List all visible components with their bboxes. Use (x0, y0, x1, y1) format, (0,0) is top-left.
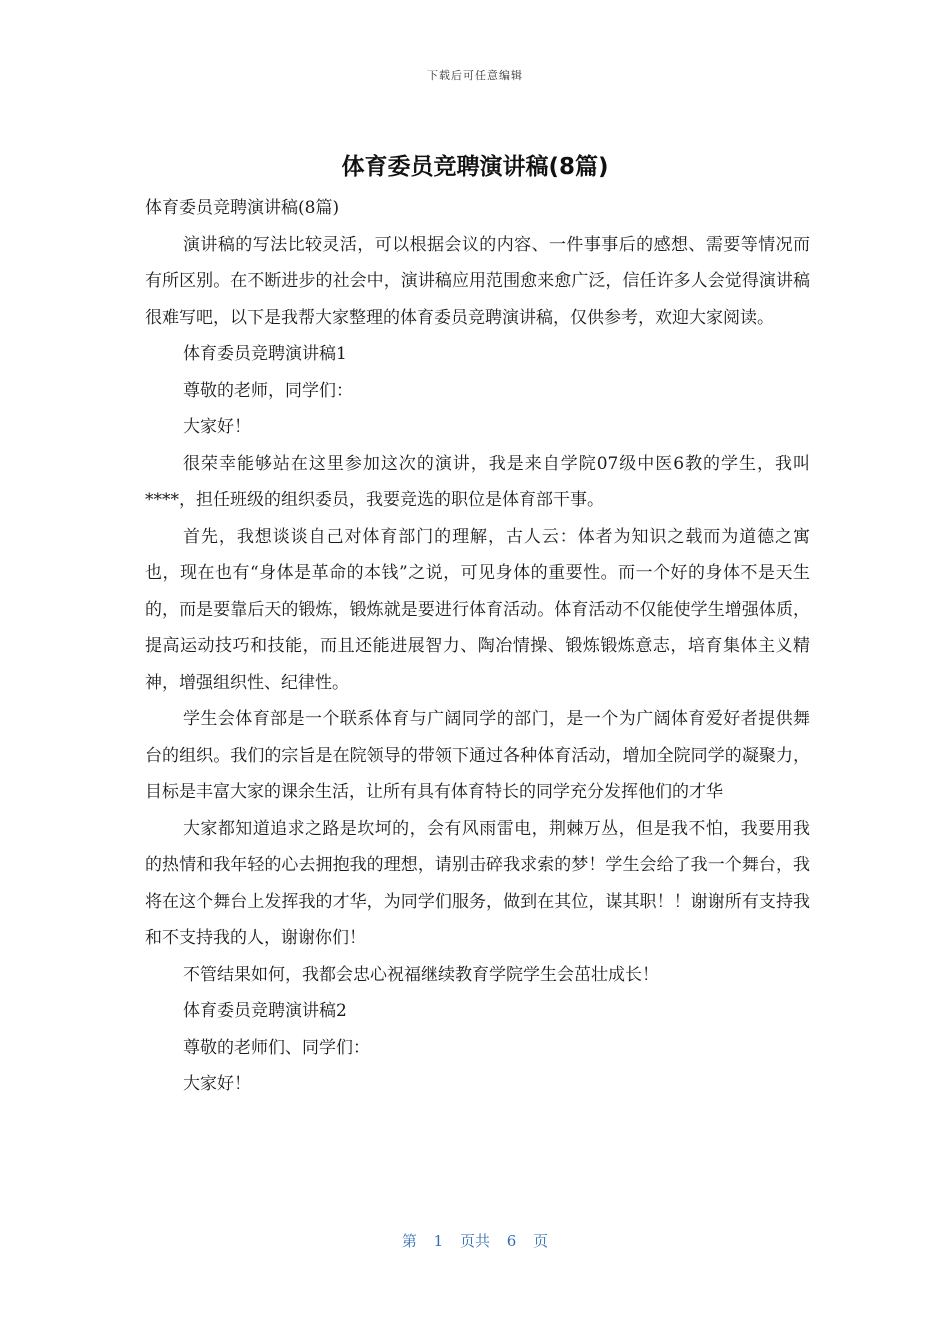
header-note: 下载后可任意编辑 (427, 69, 523, 82)
paragraph: 很荣幸能够站在这里参加这次的演讲，我是来自学院07级中医6教的学生，我叫****，担任班级的组织委员，我要竞选的职位是体育部干事。 (145, 453, 810, 510)
paragraph: 尊敬的老师，同学们： (183, 380, 353, 401)
paragraph: 学生会体育部是一个联系体育与广阔同学的部门，是一个为广阔体育爱好者提供舞台的组织。我们的宗旨是在院领导的带领下通过各种体育活动，增加全院同学的凝聚力，目标是丰富大家的课余生活，让所有具有体育特长的同学充分发挥他们的才华 (145, 709, 810, 802)
paragraph: 体育委员竞聘演讲稿(8篇) (145, 198, 340, 218)
paragraph: 体育委员竞聘演讲稿1 (183, 344, 347, 364)
document-body (145, 190, 810, 1103)
page-footer: 第 1 页共 6 页 (401, 1232, 549, 1250)
paragraph: 大家好！ (183, 1074, 251, 1094)
paragraph: 不管结果如何，我都会忠心祝福继续教育学院学生会茁壮成长！ (183, 964, 659, 985)
document-title: 体育委员竞聘演讲稿(8篇) (341, 154, 609, 180)
paragraph: 尊敬的老师们、同学们： (183, 1037, 370, 1058)
paragraph: 首先，我想谈谈自己对体育部门的理解，古人云：体者为知识之载而为道德之寓也，现在也有“身体是革命的本钱”之说，可见身体的重要性。而一个好的身体不是天生的，而是要靠后天的锻炼，锻炼就是要进行体育活动。体育活动不仅能使学生增强体质，提高运动技巧和技能，而且还能进展智力、陶冶情操、锻炼锻炼意志，培育集体主义精神，增强组织性、纪律性。 (145, 526, 810, 693)
paragraph: 演讲稿的写法比较灵活，可以根据会议的内容、一件事事后的感想、需要等情况而有所区别。在不断进步的社会中，演讲稿应用范围愈来愈广泛，信任许多人会觉得演讲稿很难写吧，以下是我帮大家整理的体育委员竞聘演讲稿，仅供参考，欢迎大家阅读。 (145, 234, 810, 328)
paragraph: 体育委员竞聘演讲稿2 (183, 1001, 347, 1021)
paragraph: 大家好！ (183, 417, 251, 437)
paragraph: 大家都知道追求之路是坎坷的，会有风雨雷电，荆棘万丛，但是我不怕，我要用我的热情和我年轻的心去拥抱我的理想，请别击碎我求索的梦！学生会给了我一个舞台，我将在这个舞台上发挥我的才华，为同学们服务，做到在其位，谋其职！！谢谢所有支持我和不支持我的人，谢谢你们！ (145, 818, 810, 948)
